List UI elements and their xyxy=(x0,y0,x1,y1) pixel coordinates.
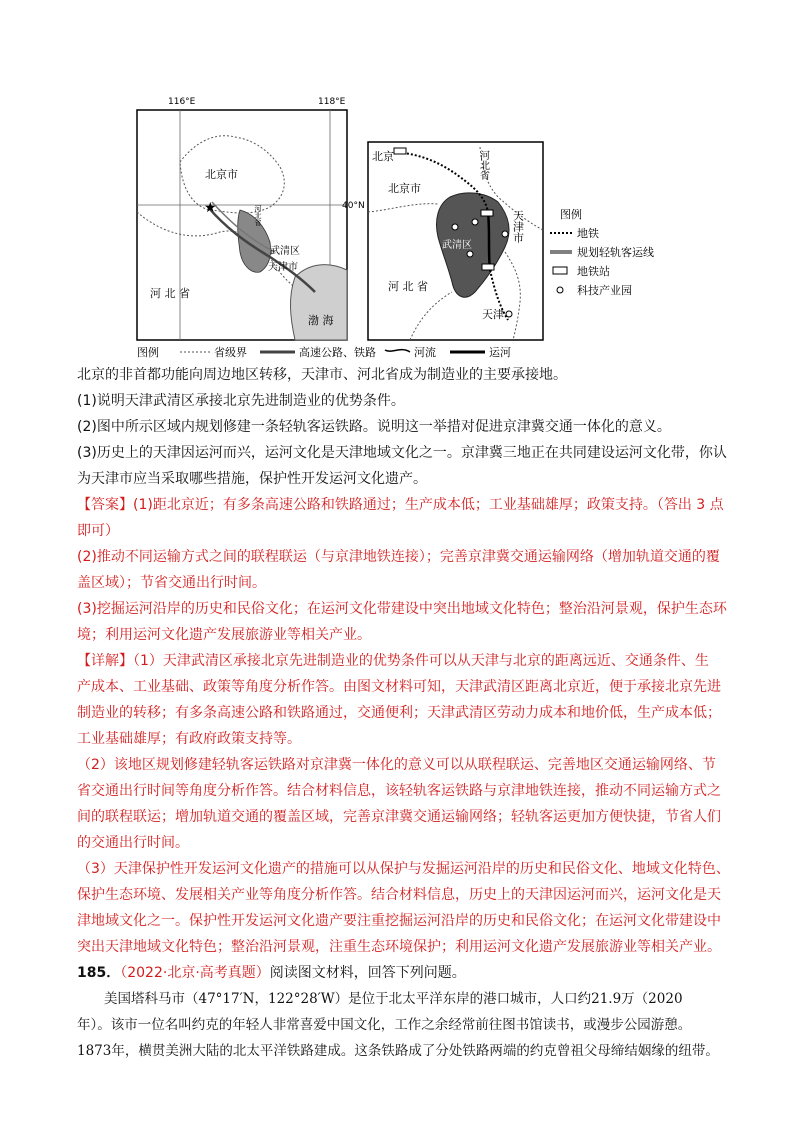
tech-park-icon xyxy=(452,224,458,230)
right-hebei-bottom-label: 河 北 省 xyxy=(388,280,428,293)
left-hebei-label: 河 北 省 xyxy=(150,287,190,300)
lon-118-label: 118°E xyxy=(318,97,346,107)
tech-park-icon xyxy=(502,231,508,237)
tech-park-icon xyxy=(472,219,478,225)
answer-1-line-1: 【答案】(1)距北京近；有多条高速公路和铁路通过；生产成本低；工业基础雄厚；政策支持。（答出 3 点 xyxy=(77,497,724,513)
bohai-sea xyxy=(290,265,347,340)
detail-2-line-1: （2）该地区规划修建轻轨客运铁路对京津冀一体化的意义可以从联程联运、完善地区交通运输网络、节 xyxy=(77,757,716,773)
legend-station: 地铁站 xyxy=(577,265,610,278)
wuqing-north-station-icon xyxy=(481,210,493,216)
detail-1-line-4: 工业基础雄厚；有政府政策支持等。 xyxy=(77,731,301,747)
detail-2-line-4: 的交通出行时间。 xyxy=(77,835,189,851)
lat-40-label: 40°N xyxy=(342,201,365,211)
question-body xyxy=(77,362,737,1064)
detail-2-line-3: 间的联程联运；增加轨道交通的覆盖区域，完善京津冀交通运输网络；轻轨客运更加方便快捷，节省人们 xyxy=(77,809,721,825)
detail-2-line-2: 省交通出行时间等角度分析作答。结合材料信息，该轻轨客运铁路与京津地铁连接，推动不同运输方式之 xyxy=(77,783,721,799)
answer-1-line-2: 即可） xyxy=(77,523,119,539)
wuqing-south-station-icon xyxy=(482,264,494,270)
right-legend-title: 图例 xyxy=(560,208,582,221)
left-map xyxy=(137,97,365,340)
left-hebei-top-label: 河北省 xyxy=(254,205,262,226)
question-1: (1)说明天津武清区承接北京先进制造业的优势条件。 xyxy=(77,393,405,409)
tech-park-icon xyxy=(467,251,473,257)
left-tianjin-label: 天津市 xyxy=(268,262,298,273)
legend-province-border: 省级界 xyxy=(214,346,247,359)
answer-2-line-1: (2)推动不同运输方式之间的联程联运（与京津地铁连接）；完善京津冀交通运输网络（增加轨道交通的覆 xyxy=(77,549,720,565)
tianjin-station-icon xyxy=(506,311,512,317)
right-tianjin-city-label: 天津 xyxy=(482,308,504,321)
question-2: (2)图中所示区域内规划修建一条轻轨客运铁路。说明这一举措对促进京津冀交通一体化的意义。 xyxy=(77,419,671,435)
legend-river: 河流 xyxy=(414,346,436,359)
passage-line-3: 1873年，横贯美洲大陆的北太平洋铁路建成。这条铁路成了分处铁路两端的约克曾祖父母缔结姻缘的纽带。 xyxy=(77,1043,719,1059)
answer-3-line-2: 境；利用运河文化遗产发展旅游业等相关产业。 xyxy=(77,627,371,643)
right-hebei-label: 河北省 xyxy=(477,150,489,180)
right-wuqing-label: 武清区 xyxy=(442,240,472,251)
beijing-star-icon: ★ xyxy=(204,200,217,216)
detail-1-line-3: 制造业的转移；有多条高速公路和铁路通过，交通便利；天津武清区劳动力成本和地价低，生产成本低； xyxy=(77,705,721,721)
legend-subway: 地铁 xyxy=(577,227,599,240)
question-3-line-1: (3)历史上的天津因运河而兴，运河文化是天津地域文化之一。京津冀三地正在共同建设运河文化带，你认 xyxy=(77,445,727,461)
passage-line-2: 年）。该市一位名叫约克的年轻人非常喜爱中国文化，工作之余经常前往图书馆读书，或漫步公园游憩。 xyxy=(77,1017,692,1033)
light-rail-line xyxy=(488,212,490,270)
question-185-header xyxy=(77,960,737,986)
right-legend xyxy=(550,207,654,297)
left-wuqing-label: 武清区 xyxy=(270,246,300,257)
left-beijing-label: 北京市 xyxy=(205,168,238,181)
lon-116-label: 116°E xyxy=(168,97,196,107)
passage-line-1: 美国塔科马市（47°17′N，122°28′W）是位于北太平洋东岸的港口城市，人口约21.9万（2020 xyxy=(104,991,683,1007)
detail-3-line-1: （3）天津保护性开发运河文化遗产的措施可以从保护与发掘运河沿岸的历史和民俗文化、地域文化特色、 xyxy=(77,861,730,877)
answer-3-line-1: (3)挖掘运河沿岸的历史和民俗文化；在运河文化带建设中突出地域文化特色；整治沿河景观，保护生态环 xyxy=(77,601,727,617)
detail-3-line-3: 津地域文化之一。保护性开发运河文化遗产要注重挖掘运河沿岸的历史和民俗文化；在运河文化带建设中 xyxy=(77,913,721,929)
map-figure xyxy=(120,92,665,360)
detail-1-line-2: 产成本、工业基础、政策等角度分析作答。由图文材料可知，天津武清区距离北京近，便于承接北京先进 xyxy=(77,679,721,695)
legend-canal: 运河 xyxy=(489,346,511,359)
detail-3-line-2: 保护生态环境、发展相关产业等角度分析作答。结合材料信息，历史上的天津因运河而兴，运河文化是天 xyxy=(77,887,721,903)
detail-3-line-4: 突出天津地域文化特色；整治沿河景观，注重生态环境保护；利用运河文化遗产发展旅游业等相关产业。 xyxy=(77,939,721,955)
right-tianjin-side-label: 天津市 xyxy=(511,210,525,243)
legend-road-rail: 高速公路、铁路 xyxy=(299,346,376,359)
right-beijing-label: 北京市 xyxy=(388,182,421,195)
right-map xyxy=(368,142,543,340)
left-bohai-label: 渤 海 xyxy=(308,314,334,327)
detail-1-line-1: 【详解】（1）天津武清区承接北京先进制造业的优势条件可以从天津与北京的距离远近、交通条件、生 xyxy=(77,653,709,669)
right-beijing-city-label: 北京 xyxy=(372,150,394,163)
legend-tech-park: 科技产业园 xyxy=(577,284,632,297)
question-prompt: 阅读图文材料，回答下列问题。 xyxy=(269,965,466,981)
legend-light-rail: 规划轻轨客运线 xyxy=(577,246,654,259)
question-number: 185． xyxy=(77,965,121,981)
bottom-legend-title: 图例 xyxy=(137,346,159,359)
intro-text: 北京的非首都功能向周边地区转移，天津市、河北省成为制造业的主要承接地。 xyxy=(77,367,567,383)
question-3-line-2: 为天津市应当采取哪些措施，保护性开发运河文化遗产。 xyxy=(77,471,427,487)
answer-2-line-2: 盖区域）；节省交通出行时间。 xyxy=(77,575,266,591)
bottom-legend xyxy=(137,345,511,359)
question-source: （2022·北京·高考真题） xyxy=(120,965,270,981)
beijing-station-icon xyxy=(394,148,406,154)
